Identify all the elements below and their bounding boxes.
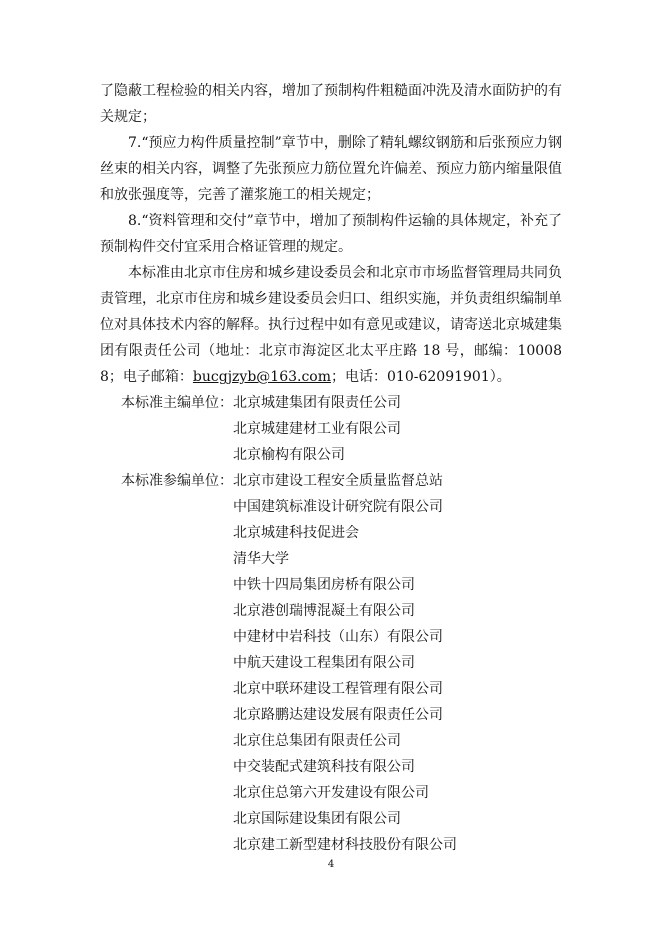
organization-list-item: 北京榆构有限公司 [233, 447, 345, 463]
phone-text: ；电话：010-62091901）。 [331, 369, 511, 385]
page-content [100, 78, 562, 858]
chief-editor-list [100, 416, 562, 468]
chief-editor-units [100, 390, 562, 468]
chief-editor-label: 本标准主编单位： [121, 395, 233, 411]
organization-list-item: 北京住总集团有限责任公司 [233, 733, 401, 749]
organization-list-item: 中铁十四局集团房桥有限公司 [233, 577, 415, 593]
page-number: 4 [327, 859, 335, 870]
management-text: 本标准由北京市住房和城乡建设委员会和北京市市场监督管理局共同负责管理，北京市住房和城乡建设委员会归口、组织实施，并负责组织编制单位对具体技术内容的解释。执行过程中如有意见或建议，请寄送北京城建集团有限责任公司（地址：北京市海淀区北太平庄路 18 号，邮编：100088；电子邮箱： [100, 265, 562, 385]
chief-editor-unit: 北京城建集团有限责任公司 [233, 395, 401, 411]
organization-list-item: 中国建筑标准设计研究院有限公司 [233, 499, 443, 515]
organization-list-item: 北京中联环建设工程管理有限公司 [233, 681, 443, 697]
chief-editor-first-row [100, 390, 562, 416]
organization-list-item: 北京国际建设集团有限公司 [233, 811, 401, 827]
paragraph-prestressed-components: 7.“预应力构件质量控制”章节中，删除了精轧螺纹钢筋和后张预应力钢丝束的相关内容，调整了先张预应力筋位置允许偏差、预应力筋内缩量限值和放张强度等，完善了灌浆施工的相关规定； [100, 135, 562, 203]
organization-list-item: 中建材中岩科技（山东）有限公司 [233, 629, 443, 645]
organization-list-item: 北京城建科技促进会 [233, 525, 359, 541]
organization-list-item: 中交装配式建筑科技有限公司 [233, 759, 415, 775]
organization-list-item: 北京建工新型建材科技股份有限公司 [233, 837, 457, 853]
email-link[interactable]: bucgjzyb@163.com [192, 369, 332, 385]
participant-label: 本标准参编单位： [121, 473, 233, 489]
paragraph-data-management: 8.“资料管理和交付”章节中，增加了预制构件运输的具体规定，补充了预制构件交付宜采用合格证管理的规定。 [100, 213, 562, 255]
paragraph-management-info [100, 260, 562, 390]
organization-list-item: 北京港创瑞博混凝土有限公司 [233, 603, 415, 619]
organization-list-item: 北京路鹏达建设发展有限责任公司 [233, 707, 443, 723]
organization-list-item: 北京城建建材工业有限公司 [233, 421, 401, 437]
paragraph-concealed-works: 了隐蔽工程检验的相关内容，增加了预制构件粗糙面冲洗及清水面防护的有关规定； [100, 83, 562, 125]
participant-unit: 北京市建设工程安全质量监督总站 [233, 473, 443, 489]
organization-list-item: 中航天建设工程集团有限公司 [233, 655, 415, 671]
participating-units [100, 468, 562, 858]
organization-list-item: 清华大学 [233, 551, 289, 567]
participant-first-row [100, 468, 562, 494]
organization-list-item: 北京住总第六开发建设有限公司 [233, 785, 429, 801]
participant-list [100, 494, 562, 858]
